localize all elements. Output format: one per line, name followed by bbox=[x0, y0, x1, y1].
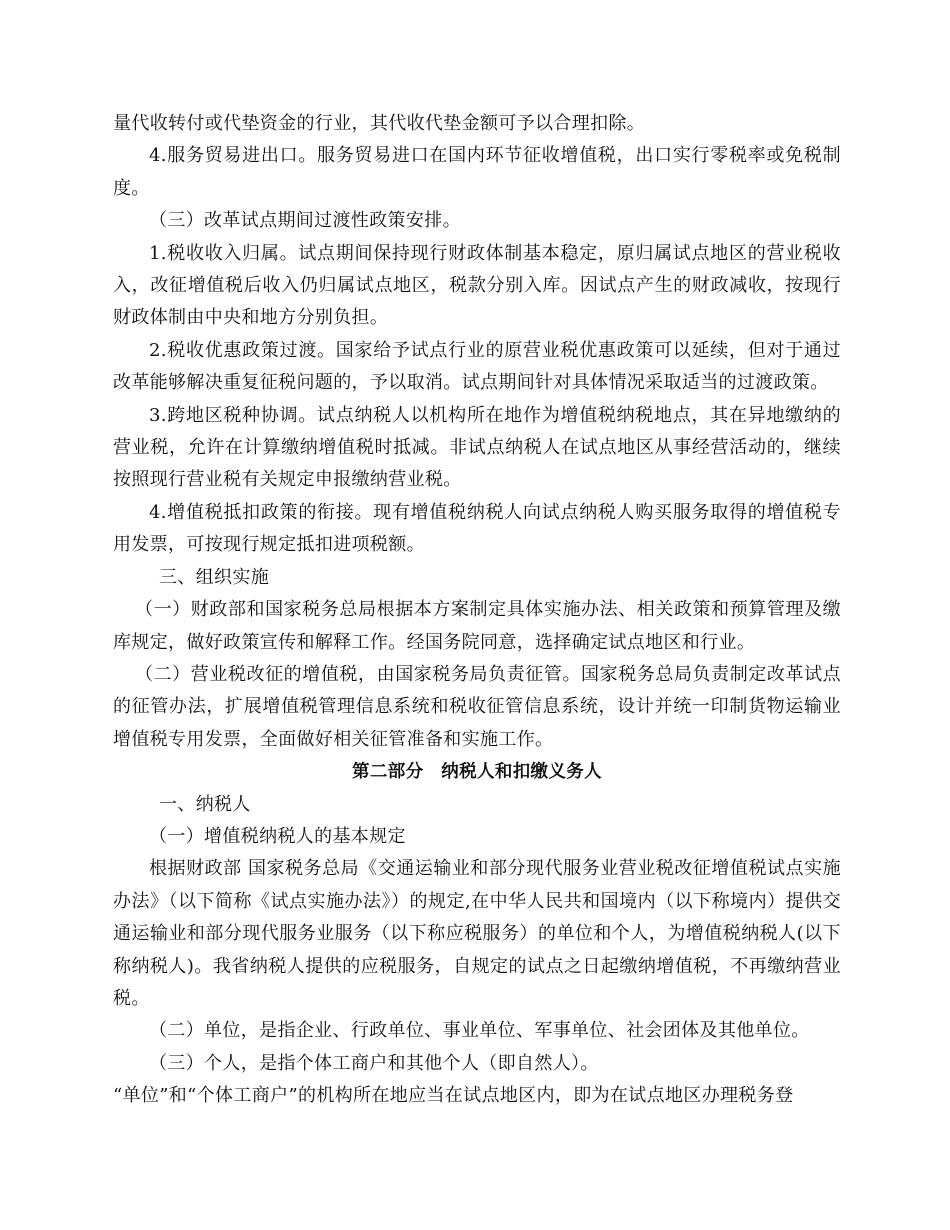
paragraph-continuation: 量代收转付或代垫资金的行业，其代收代垫金额可予以合理扣除。 bbox=[113, 113, 646, 134]
paragraph-tax-revenue: 1.税收收入归属。试点期间保持现行财政体制基本稳定，原归属试点地区的营业税收入，改征增值税后收入仍归属试点地区，税款分别入库。因试点产生的财政减收，按现行财政体制由中央和地方分别负担。 bbox=[113, 242, 841, 329]
paragraph-service-trade: 4.服务贸易进出口。服务贸易进口在国内环节征收增值税，出口实行零税率或免税制度。 bbox=[113, 145, 841, 199]
section-heading-organization: 三、组织实施 bbox=[159, 566, 270, 588]
section-heading-transition-policy: （三）改革试点期间过渡性政策安排。 bbox=[149, 210, 461, 232]
paragraph-deduction-policy: 4.增值税抵扣政策的衔接。现有增值税纳税人向试点纳税人购买服务取得的增值税专用发票，可按现行规定抵扣进项税额。 bbox=[113, 501, 841, 556]
paragraph-unit-definition: （二）单位，是指企业、行政单位、事业单位、军事单位、社会团体及其他单位。 bbox=[149, 1020, 810, 1042]
paragraph-individual-definition: （三）个人，是指个体工商户和其他个人（即自然人）。 bbox=[149, 1052, 599, 1074]
paragraph-collection-management: （二）营业税改征的增值税，由国家税务局负责征管。国家税务总局负责制定改革试点的征管办法，扩展增值税管理信息系统和税收征管信息系统，设计并统一印制货物运输业增值税专用发票，全面做好相关征管准备和实施工作。 bbox=[113, 663, 841, 750]
paragraph-taxpayer-definition: 根据财政部 国家税务总局《交通运输业和部分现代服务业营业税改征增值税试点实施办法》（以下简称《试点实施办法》）的规定,在中华人民共和国境内（以下称境内）提供交通运输业和部分现代服务业服务（以下称应税服务）的单位和个人，为增值税纳税人(以下称纳税人)。我省纳税人提供的应税服务，自规定的试点之日起缴纳增值税，不再缴纳营业税。 bbox=[113, 858, 841, 1009]
paragraph-location: “单位”和“个体工商户”的机构所在地应当在试点地区内，即为在试点地区办理税务登 bbox=[113, 1085, 794, 1107]
paragraph-ministry-finance: （一）财政部和国家税务总局根据本方案制定具体实施办法、相关政策和预算管理及缴库规定，做好政策宣传和解释工作。经国务院同意，选择确定试点地区和行业。 bbox=[113, 599, 841, 653]
section-heading-taxpayer: 一、纳税人 bbox=[159, 793, 251, 815]
paragraph-cross-region: 3.跨地区税种协调。试点纳税人以机构所在地作为增值税纳税地点，其在异地缴纳的营业税，允许在计算缴纳增值税时抵减。非试点纳税人在试点地区从事经营活动的，继续按照现行营业税有关规定申报缴纳营业税。 bbox=[113, 404, 841, 491]
subsection-heading-basic-rules: （一）增值税纳税人的基本规定 bbox=[149, 825, 406, 847]
paragraph-preferential-policy: 2.税收优惠政策过渡。国家给予试点行业的原营业税优惠政策可以延续，但对于通过改革能够解决重复征税问题的，予以取消。试点期间针对具体情况采取适当的过渡政策。 bbox=[113, 339, 841, 394]
document-body bbox=[113, 108, 841, 1113]
part-title: 第二部分 纳税人和扣缴义务人 bbox=[352, 762, 602, 783]
